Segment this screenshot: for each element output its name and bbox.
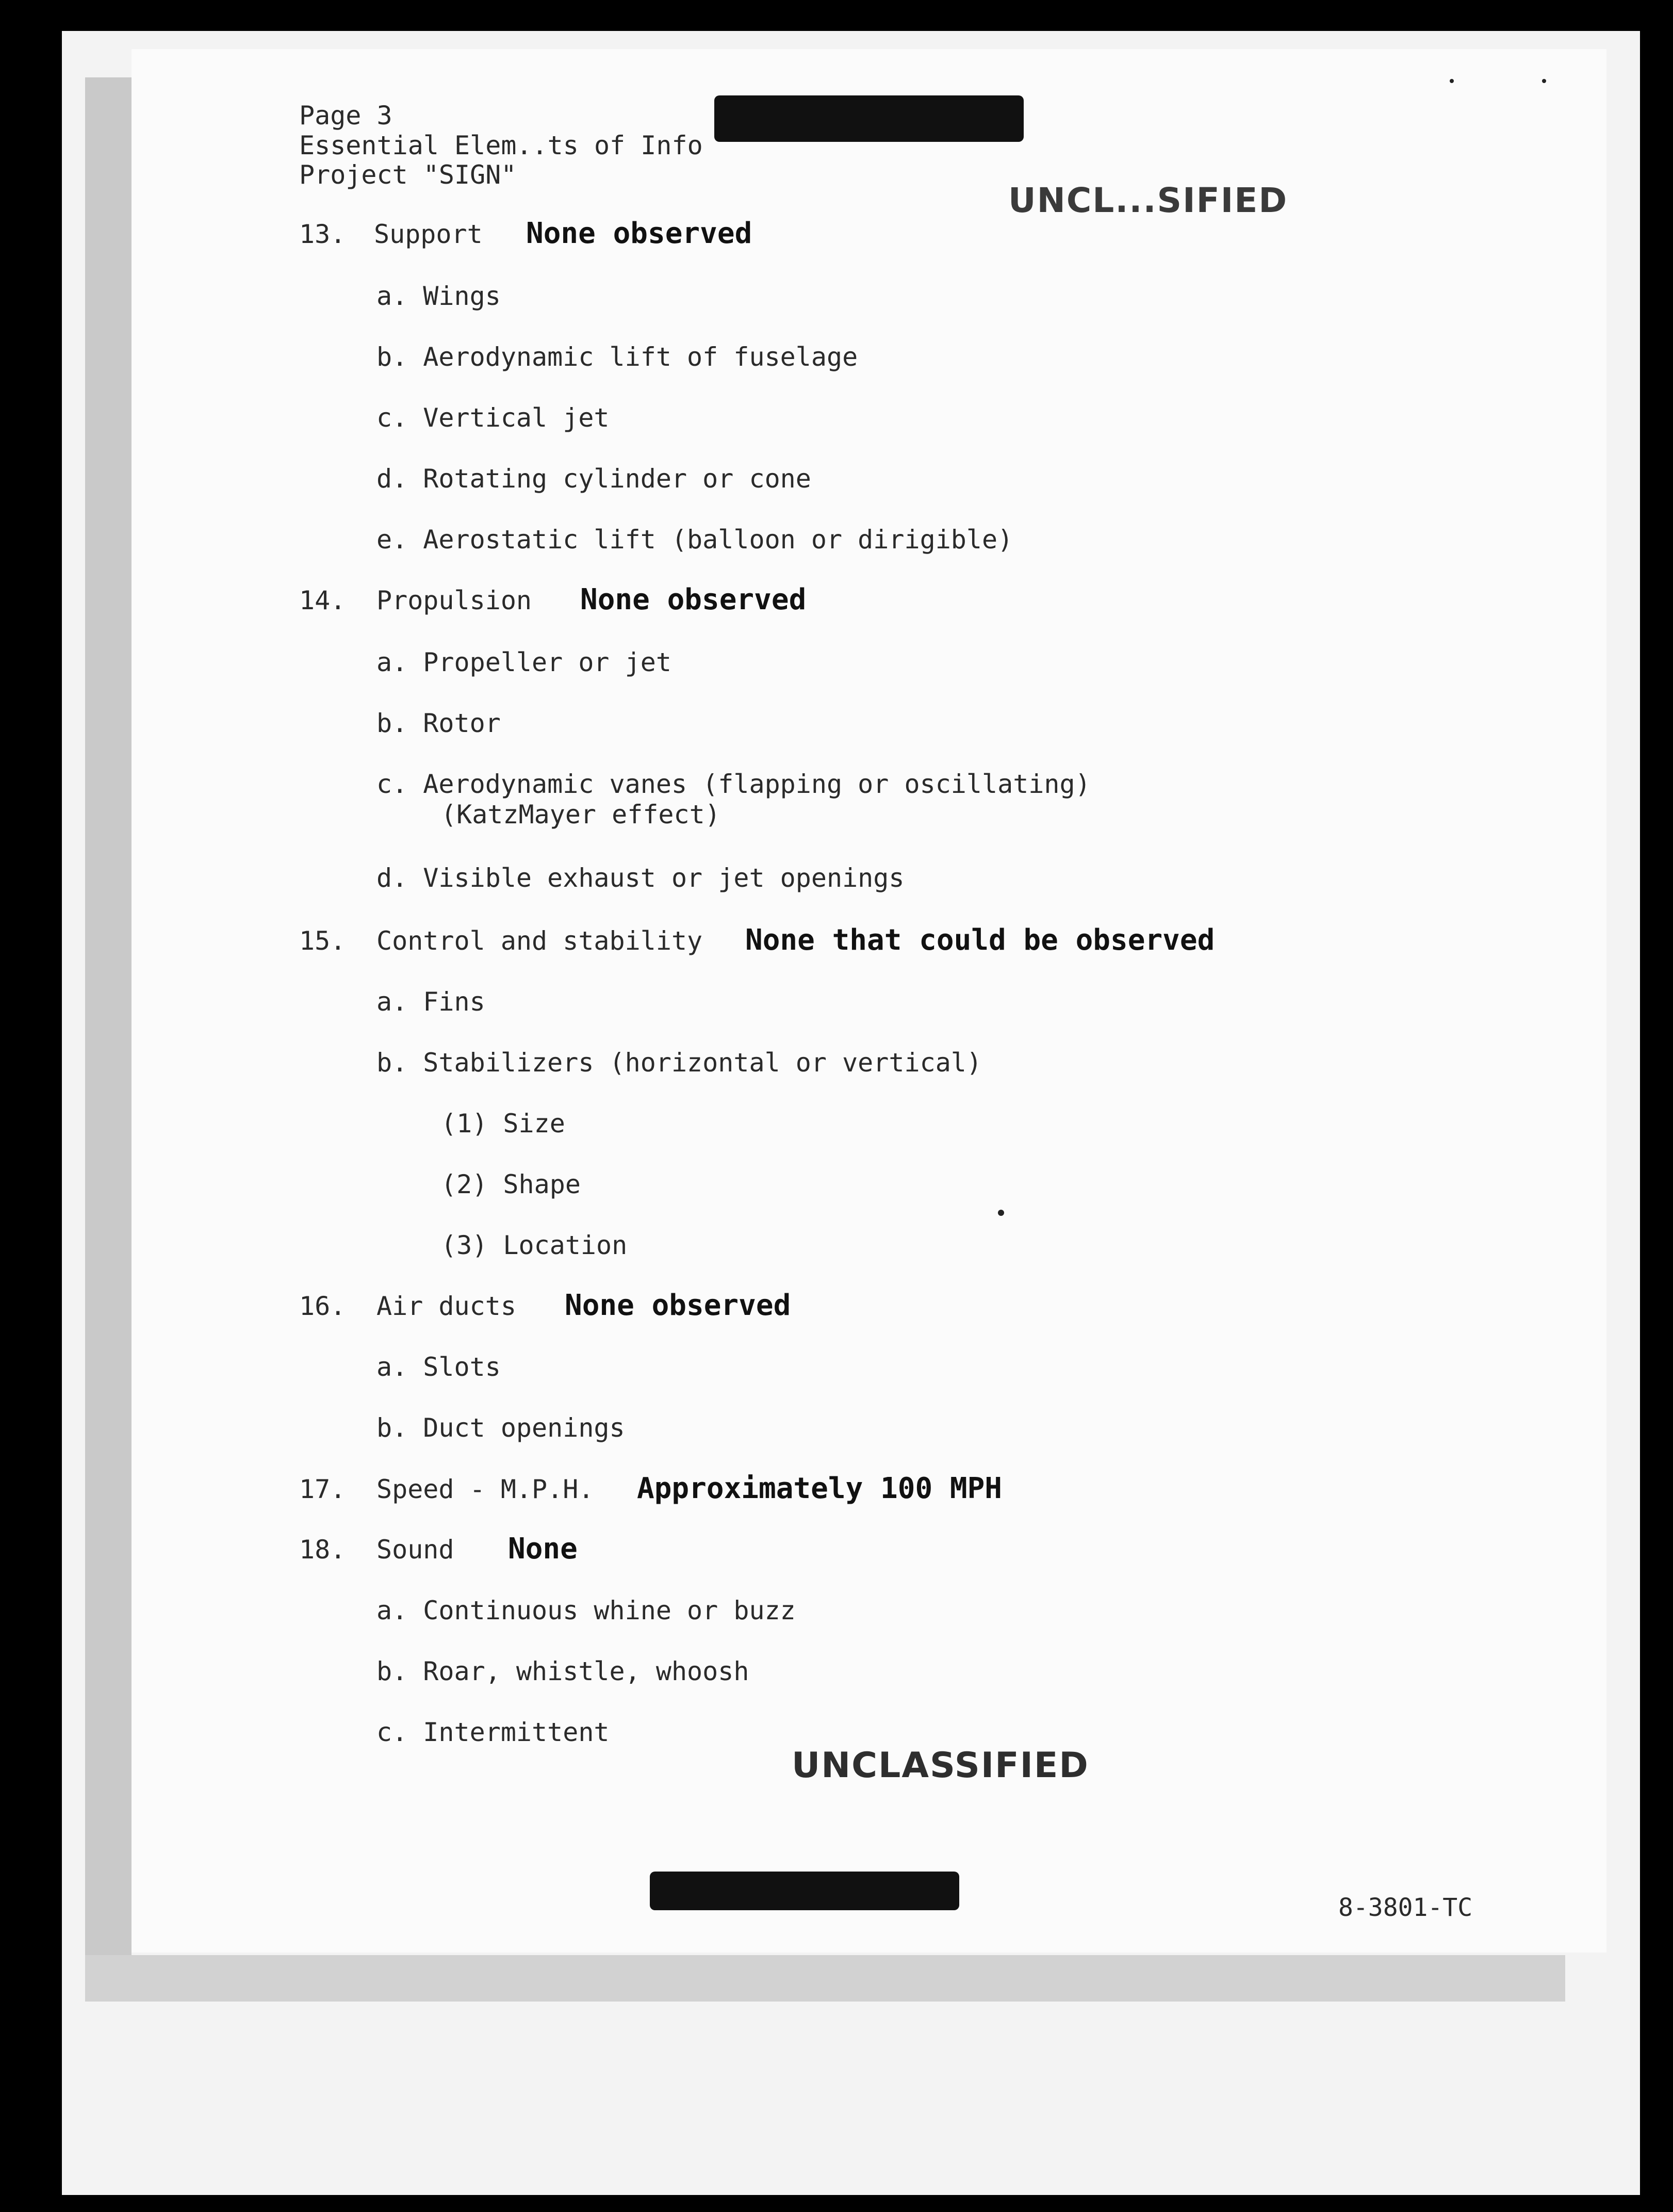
redaction-bar-top xyxy=(714,95,1024,142)
list-item: b. Duct openings xyxy=(376,1413,625,1443)
section-title: Speed - M.P.H. xyxy=(376,1474,594,1504)
section-answer: None observed xyxy=(580,583,807,616)
border-shadow xyxy=(85,77,132,1986)
list-item-continuation: (KatzMayer effect) xyxy=(441,800,720,829)
list-item: d. Visible exhaust or jet openings xyxy=(376,863,905,893)
section-title: Support xyxy=(374,219,483,249)
redaction-bar-bottom xyxy=(650,1872,959,1910)
list-item: d. Rotating cylinder or cone xyxy=(376,464,811,494)
list-item: b. Stabilizers (horizontal or vertical) xyxy=(376,1048,982,1078)
section-title: Sound xyxy=(376,1535,454,1565)
sub-list-item: (1) Size xyxy=(441,1109,565,1138)
list-item: c. Vertical jet xyxy=(376,403,610,433)
section-number: 14. xyxy=(299,585,346,615)
header-project: Project "SIGN" xyxy=(299,160,517,190)
section-number: 13. xyxy=(299,219,346,249)
section-number: 15. xyxy=(299,926,346,956)
sub-list-item: (3) Location xyxy=(441,1230,628,1260)
speck xyxy=(998,1210,1004,1216)
page-number: Page 3 xyxy=(299,101,392,131)
section-title: Propulsion xyxy=(376,585,532,615)
section-number: 18. xyxy=(299,1535,346,1565)
document-code: 8-3801-TC xyxy=(1338,1893,1473,1922)
list-item: c. Aerodynamic vanes (flapping or oscillating) xyxy=(376,769,1091,799)
speck xyxy=(1542,79,1546,83)
section-title: Control and stability xyxy=(376,926,703,956)
section-answer: None observed xyxy=(526,217,752,250)
border-shadow xyxy=(85,1955,1565,2002)
list-item: a. Continuous whine or buzz xyxy=(376,1596,796,1625)
section-answer: None xyxy=(508,1532,578,1566)
header-subject: Essential Elem..ts of Info xyxy=(299,131,703,160)
section-number: 17. xyxy=(299,1474,346,1504)
list-item: b. Rotor xyxy=(376,708,501,738)
section-answer: None that could be observed xyxy=(745,923,1215,957)
section-number: 16. xyxy=(299,1291,346,1321)
classification-stamp-bottom: UNCLASSIFIED xyxy=(792,1745,1089,1786)
list-item: b. Aerodynamic lift of fuselage xyxy=(376,342,858,372)
document-page xyxy=(132,49,1606,1953)
sub-list-item: (2) Shape xyxy=(441,1169,581,1199)
section-answer: Approximately 100 MPH xyxy=(637,1472,1003,1505)
list-item: e. Aerostatic lift (balloon or dirigible) xyxy=(376,525,1013,555)
section-answer: None observed xyxy=(565,1289,791,1322)
list-item: a. Propeller or jet xyxy=(376,647,671,677)
list-item: a. Slots xyxy=(376,1352,501,1382)
list-item: a. Wings xyxy=(376,281,501,311)
list-item: b. Roar, whistle, whoosh xyxy=(376,1656,749,1686)
section-title: Air ducts xyxy=(376,1291,516,1321)
list-item: c. Intermittent xyxy=(376,1717,610,1747)
speck xyxy=(1450,79,1454,83)
list-item: a. Fins xyxy=(376,987,485,1017)
classification-stamp-top: UNCL...SIFIED xyxy=(1008,181,1288,220)
